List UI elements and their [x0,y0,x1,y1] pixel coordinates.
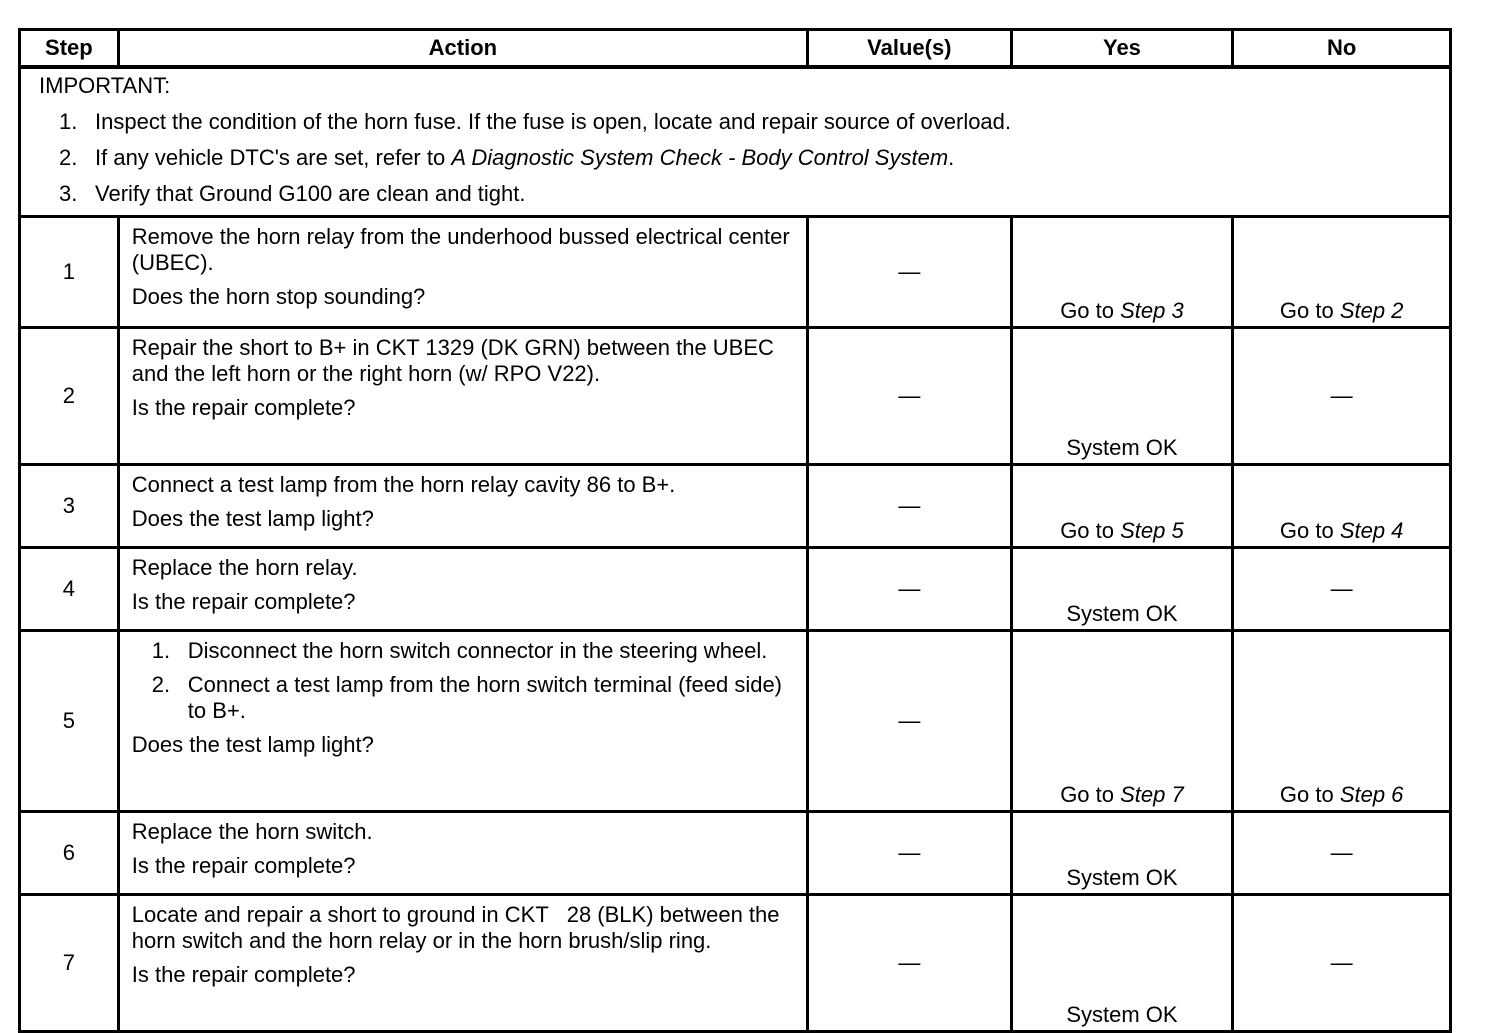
yes-cell: System OK [1011,328,1233,465]
important-list [39,109,1449,207]
yes-step-ref: Step 7 [1120,782,1184,807]
table-row [20,217,1451,328]
action-question: Does the test lamp light? [131,506,374,531]
important-item [59,145,1449,171]
action-cell [118,217,807,328]
header-values: Value(s) [808,30,1012,68]
sublist-item [152,672,792,724]
item-text-plain: If any vehicle DTC's are set, refer to [95,145,452,170]
step-number: 2 [20,328,119,465]
no-prefix: Go to [1279,298,1340,323]
yes-cell [1011,631,1233,812]
sublist-text: Disconnect the horn switch connector in the steering wheel. [187,638,768,663]
sublist-number: 1. [151,638,171,663]
value-cell: — [808,465,1012,548]
value-cell: — [808,548,1012,631]
action-question: Does the horn stop sounding? [131,284,426,309]
table-row [20,328,1451,465]
table-row [20,895,1451,1032]
header-action: Action [118,30,807,68]
important-row [20,67,1451,217]
no-step-ref: Step 6 [1339,782,1404,807]
item-text: Verify that Ground G100 are clean and tight. [95,181,526,206]
item-number: 2. [59,145,78,170]
no-prefix: Go to [1279,782,1340,807]
no-cell: — [1233,328,1451,465]
value-cell: — [808,895,1012,1032]
step-number: 1 [20,217,119,328]
table-row [20,631,1451,812]
action-instruction: Replace the horn relay. [131,555,358,580]
no-step-ref: Step 2 [1339,298,1404,323]
no-cell [1233,631,1451,812]
action-cell [118,812,807,895]
yes-prefix: Go to [1060,298,1121,323]
action-question: Is the repair complete? [131,589,356,614]
action-instruction: Remove the horn relay from the underhood bussed electrical center (UBEC). [131,224,790,275]
step-number: 6 [20,812,119,895]
action-sublist [132,638,792,724]
yes-cell [1011,217,1233,328]
action-question: Is the repair complete? [131,962,356,987]
no-cell [1233,465,1451,548]
header-no: No [1233,30,1451,68]
table-row [20,548,1451,631]
important-item [59,109,1449,135]
yes-cell: System OK [1011,895,1233,1032]
no-prefix: Go to [1279,518,1340,543]
action-cell [118,465,807,548]
action-cell [118,548,807,631]
step-number: 7 [20,895,119,1032]
yes-prefix: Go to [1060,518,1121,543]
action-question: Is the repair complete? [131,853,356,878]
step-number: 5 [20,631,119,812]
action-instruction: Replace the horn switch. [131,819,373,844]
header-step: Step [20,30,119,68]
yes-cell [1011,465,1233,548]
action-cell [118,895,807,1032]
no-cell: — [1233,812,1451,895]
no-cell: — [1233,548,1451,631]
step-number: 4 [20,548,119,631]
yes-step-ref: Step 3 [1120,298,1184,323]
sublist-text: Connect a test lamp from the horn switch terminal (feed side) to B+. [187,672,783,723]
no-cell: — [1233,895,1451,1032]
header-row [20,30,1451,68]
item-text-reference: A Diagnostic System Check - Body Control System [451,145,949,170]
action-question: Is the repair complete? [131,395,356,420]
item-number: 1. [59,109,78,134]
yes-prefix: Go to [1060,782,1121,807]
header-yes: Yes [1011,30,1233,68]
sublist-item [152,638,792,664]
yes-cell: System OK [1011,548,1233,631]
no-step-ref: Step 4 [1339,518,1404,543]
yes-cell: System OK [1011,812,1233,895]
action-cell [118,328,807,465]
item-number: 3. [59,181,78,206]
value-cell: — [808,217,1012,328]
important-title: IMPORTANT: [39,73,171,98]
item-text [95,145,954,171]
sublist-number: 2. [151,672,171,697]
action-instruction: Repair the short to B+ in CKT 1329 (DK GRN) between the UBEC and the left horn or the right horn (w/ RPO V22). [131,335,774,386]
table-row [20,465,1451,548]
item-text: Inspect the condition of the horn fuse. If the fuse is open, locate and repair source of overload. [95,109,1012,134]
action-cell [118,631,807,812]
table-row [20,812,1451,895]
value-cell: — [808,328,1012,465]
action-question: Does the test lamp light? [131,732,374,757]
item-text-suffix: . [948,145,955,170]
action-instruction: Locate and repair a short to ground in CKT 28 (BLK) between the horn switch and the horn relay or in the horn brush/slip ring. [131,902,786,953]
important-note [20,67,1451,217]
yes-step-ref: Step 5 [1120,518,1184,543]
diagnostic-table [18,28,1452,1033]
value-cell: — [808,631,1012,812]
action-instruction: Connect a test lamp from the horn relay cavity 86 to B+. [131,472,676,497]
step-number: 3 [20,465,119,548]
value-cell: — [808,812,1012,895]
no-cell [1233,217,1451,328]
important-item [59,181,1449,207]
